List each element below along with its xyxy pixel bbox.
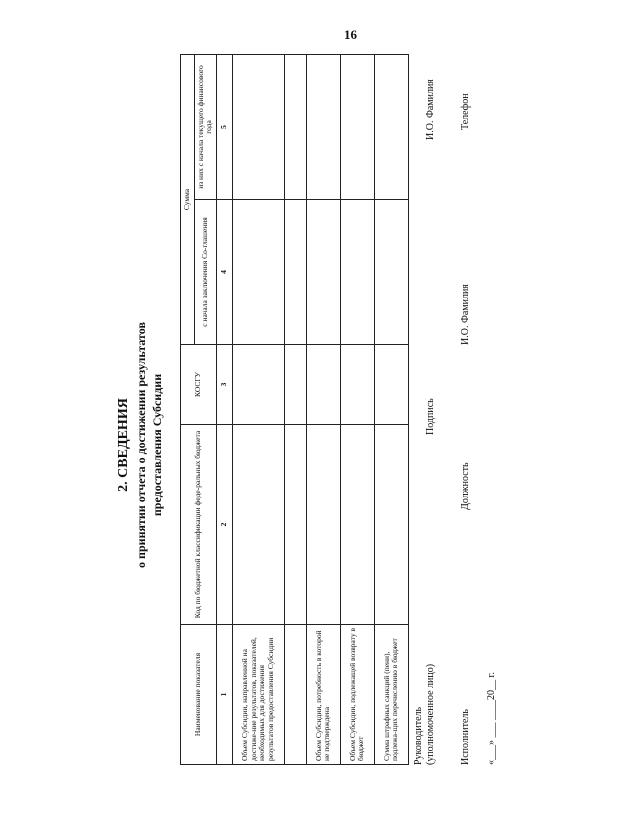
table-row [232,55,284,765]
page-number: 16 [344,27,357,42]
table-row [340,55,374,765]
column-number: 1 [216,625,232,765]
header-sum-from-start: с начала заключения Со-глашения [194,200,216,345]
document-subtitle: о принятии отчета о достижении результатов [134,322,148,568]
executor-label: Исполнитель [460,709,471,765]
position-label: Должность [460,462,471,510]
signature-label: Подпись [425,398,436,435]
header-name: Наименование показателя [181,625,217,765]
column-number: 3 [216,345,232,425]
row-label: Объем Субсидии, подлежащей возврату в бюджет [340,625,374,765]
document-title: 2. СВЕДЕНИЯ [116,398,131,492]
date-line: «___» ___ ____20__ г. [486,672,497,765]
header-kosgu: КОСГУ [181,345,217,425]
row-label [284,625,306,765]
header-sum-from-year: из них с начала текущего финансового года [194,55,216,200]
column-number: 2 [216,425,232,625]
column-number-row [216,55,232,765]
row-label: Сумма штрафных санкций (пени), подлежа-щих перечислению в бюджет [374,625,408,765]
head-label-sub: (уполномоченное лицо) [425,663,436,765]
rotated-sheet [110,55,500,765]
document-subtitle-2: предоставления Субсидии [150,373,164,517]
row-label: Объем Субсидии, направленной на достиже-ние результатов, показателей, необходимых для достижения результатов предоставления Субсидии [232,625,284,765]
table-row [374,55,408,765]
phone-label: Телефон [460,93,471,130]
table-header-row [181,55,195,765]
table-row [306,55,340,765]
header-kbk: Код по бюджетной классификации феде-ральных бюджета [181,425,217,625]
head-name: И.О. Фамилия [425,79,436,140]
header-sum: Сумма [181,55,195,345]
report-table [180,54,409,765]
table-row [284,55,306,765]
executor-name: И.О. Фамилия [460,284,471,345]
column-number: 5 [216,55,232,200]
column-number: 4 [216,200,232,345]
head-label: Руководитель [413,706,424,765]
row-label: Объем Субсидии, потребность в которой не подтверждена [306,625,340,765]
